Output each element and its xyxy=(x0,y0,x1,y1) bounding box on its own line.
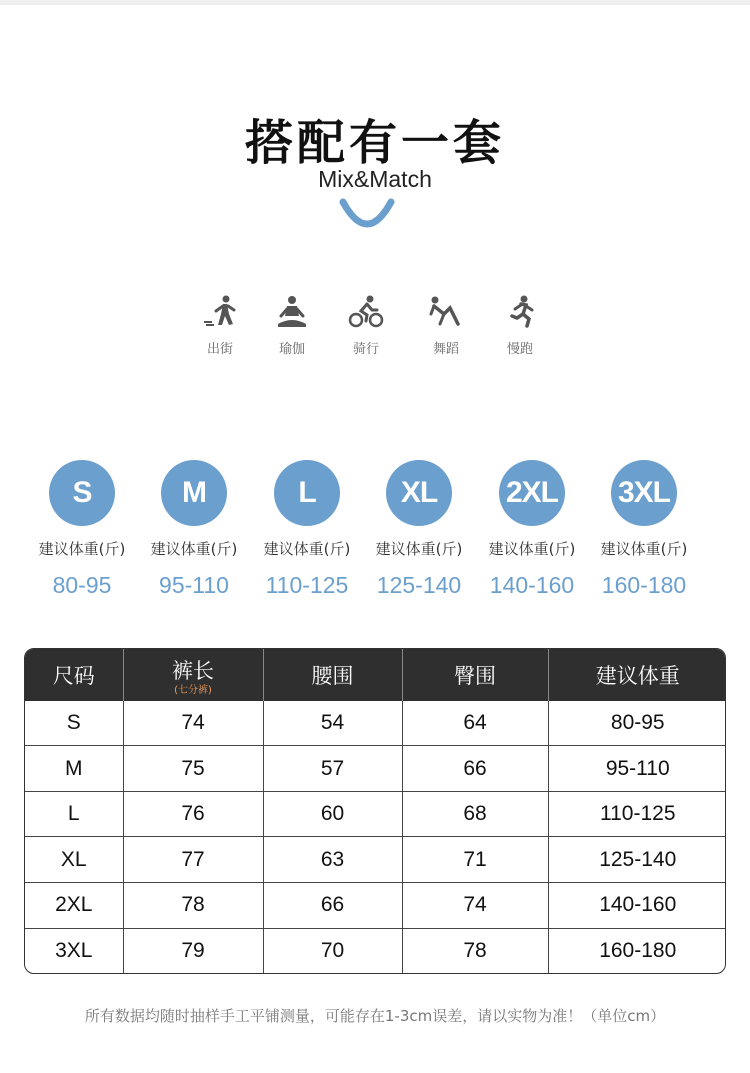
size-badge: 3XL xyxy=(611,460,677,526)
cell-weight: 80-95 xyxy=(610,711,665,735)
size-guide xyxy=(0,460,750,610)
cell-weight: 110-125 xyxy=(548,791,726,837)
size-badge: 2XL xyxy=(499,460,565,526)
cell-length: 79 xyxy=(123,928,263,973)
header-weight: 建议体重 xyxy=(548,649,726,701)
header-length: 裤长 (七分裤) xyxy=(123,649,263,701)
size-item xyxy=(26,460,138,599)
activity-label: 出街 xyxy=(206,342,233,357)
cell-waist: 63 xyxy=(263,837,402,883)
activity-label: 骑行 xyxy=(352,342,379,357)
cell-hip: 74 xyxy=(402,883,548,929)
table-row xyxy=(25,928,726,973)
cell-hip: 71 xyxy=(402,837,548,883)
cell-weight: 95-110 xyxy=(548,746,726,792)
cell-waist: 57 xyxy=(263,746,402,792)
cell-waist: 54 xyxy=(263,701,402,746)
cell-hip: 66 xyxy=(402,746,548,792)
activity-list xyxy=(186,294,566,364)
header-hip: 臀围 xyxy=(402,649,548,701)
size-caption: 建议体重(斤) xyxy=(150,540,238,558)
activity-item xyxy=(416,294,476,357)
table-header-row xyxy=(25,649,726,701)
cell-size: 2XL xyxy=(25,883,123,929)
cell-size: M xyxy=(25,746,123,792)
activity-label: 瑜伽 xyxy=(278,342,305,357)
cell-length: 77 xyxy=(123,837,263,883)
activity-item xyxy=(190,294,250,357)
cell-length: 75 xyxy=(123,746,263,792)
size-badge: M xyxy=(161,460,227,526)
cell-length: 78 xyxy=(123,883,263,929)
page-title: 搭配有一套 xyxy=(244,115,505,171)
size-caption: 建议体重(斤) xyxy=(375,540,463,558)
measurement-footnote: 所有数据均随时抽样手工平铺测量，可能存在1-3cm误差，请以实物为准！（单位cm） xyxy=(84,1007,666,1025)
size-range: 110-125 xyxy=(265,572,349,598)
cell-hip: 78 xyxy=(402,928,548,973)
cell-weight: 125-140 xyxy=(548,837,726,883)
cell-weight: 140-160 xyxy=(548,883,726,929)
size-item xyxy=(363,460,475,599)
smile-icon xyxy=(337,196,397,232)
activity-item xyxy=(262,294,322,357)
table-row xyxy=(25,837,726,883)
cell-weight: 160-180 xyxy=(548,928,726,973)
size-caption: 建议体重(斤) xyxy=(263,540,351,558)
activity-item xyxy=(490,294,550,357)
cell-hip: 68 xyxy=(402,791,548,837)
table-row xyxy=(25,746,726,792)
table-row xyxy=(25,883,726,929)
header-length-note: (七分裤) xyxy=(174,684,212,696)
size-badge: S xyxy=(49,460,115,526)
activity-item xyxy=(336,294,396,357)
table-row xyxy=(25,791,726,837)
header-size: 尺码 xyxy=(25,649,123,701)
cell-size: L xyxy=(25,791,123,837)
cell-waist: 60 xyxy=(263,791,402,837)
size-caption: 建议体重(斤) xyxy=(488,540,576,558)
table-row xyxy=(25,701,726,746)
size-item xyxy=(476,460,588,599)
cell-waist: 70 xyxy=(263,928,402,973)
size-badge: L xyxy=(274,460,340,526)
page-subtitle: Mix&Match xyxy=(318,166,432,192)
size-table xyxy=(24,648,726,974)
size-item xyxy=(251,460,363,599)
size-range: 140-160 xyxy=(489,572,575,598)
cell-length: 76 xyxy=(123,791,263,837)
cell-length: 74 xyxy=(123,701,263,746)
size-range: 160-180 xyxy=(601,572,687,598)
cell-size: S xyxy=(25,701,123,746)
top-divider xyxy=(0,0,750,5)
size-item xyxy=(138,460,250,599)
cell-waist: 66 xyxy=(263,883,402,929)
cycling-icon xyxy=(348,294,384,330)
cell-size: 3XL xyxy=(25,928,123,973)
size-caption: 建议体重(斤) xyxy=(600,540,688,558)
size-range: 80-95 xyxy=(52,572,112,598)
size-range: 125-140 xyxy=(376,572,462,598)
size-range: 95-110 xyxy=(159,572,229,598)
size-caption: 建议体重(斤) xyxy=(38,540,126,558)
street-walk-icon xyxy=(202,294,238,330)
activity-label: 慢跑 xyxy=(506,342,533,357)
cell-hip: 64 xyxy=(402,701,548,746)
size-badge: XL xyxy=(386,460,452,526)
dance-icon xyxy=(428,294,464,330)
jogging-icon xyxy=(502,294,538,330)
size-item xyxy=(588,460,700,599)
header-waist: 腰围 xyxy=(263,649,402,701)
yoga-icon xyxy=(274,294,310,330)
cell-size: XL xyxy=(25,837,123,883)
activity-label: 舞蹈 xyxy=(432,342,459,357)
